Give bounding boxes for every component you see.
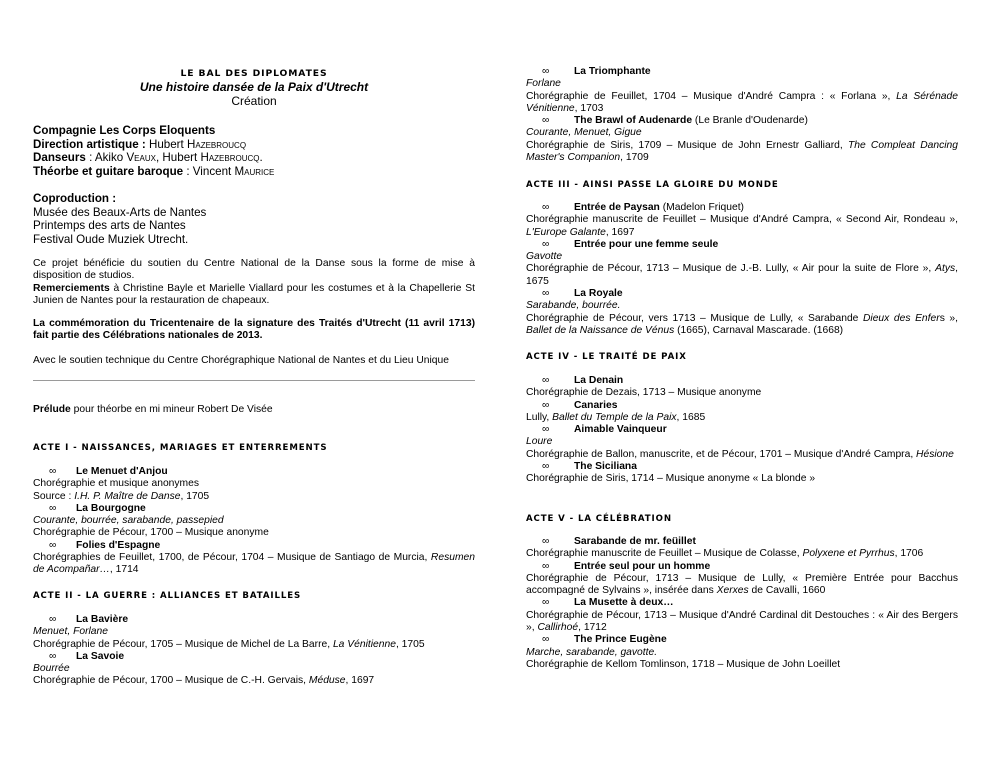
piece-dances: Bourrée bbox=[33, 663, 70, 675]
bullet-icon: ∞ bbox=[542, 634, 550, 646]
act-2-pieces-right bbox=[526, 66, 958, 164]
theorbe-lastname: Maurice bbox=[234, 164, 275, 178]
piece-title: ∞ Entrée pour une femme seule bbox=[542, 238, 719, 250]
dancers-line bbox=[33, 151, 475, 165]
prelude-line bbox=[33, 404, 475, 416]
piece-detail: Chorégraphie de Siris, 1709 – Musique de John Ernestr Galliard, The Compleat Dancing Master's Companion, 1709 bbox=[526, 139, 959, 164]
partner-item: Printemps des arts de Nantes bbox=[33, 219, 186, 233]
piece-dances: Gavotte bbox=[526, 251, 563, 263]
thanks-body: à Christine Bayle et Marielle Viallard pour les costumes et à la Chapellerie St Junien de Nantes pour la restauration de chapeaux. bbox=[33, 282, 475, 306]
piece-detail: Chorégraphie de Ballon, manuscrite, et de Pécour, 1701 – Musique d'André Campra, Hésione bbox=[526, 448, 954, 460]
dancer2-lastname: Hazebroucq bbox=[200, 151, 260, 165]
piece-detail: Chorégraphie de Pécour, 1713 – Musique de Lully, « Première Entrée pour Bacchus accompagné de Sylvains », insérée dans Xerxes de Cavalli, 1660 bbox=[526, 572, 958, 597]
theorbe-name: : Vincent bbox=[183, 164, 235, 178]
piece-detail: Chorégraphie manuscrite de Feuillet – Musique d'André Campra, « Second Air, Rondeau », L'Europe Galante, 1697 bbox=[526, 214, 958, 238]
piece-detail: Chorégraphie manuscrite de Feuillet – Musique de Colasse, Polyxene et Pyrrhus, 1706 bbox=[526, 548, 924, 560]
piece-dances: Forlane bbox=[526, 78, 561, 90]
piece-dances: Loure bbox=[526, 436, 553, 448]
bullet-icon: ∞ bbox=[49, 502, 57, 514]
act-1-pieces bbox=[33, 466, 475, 577]
direction-line bbox=[33, 138, 475, 152]
support-block bbox=[33, 258, 475, 307]
piece-detail: Chorégraphie de Pécour, 1713 – Musique d'André Cardinal dit Destouches : « Air des Bergers », Callirhoé, 1712 bbox=[526, 609, 958, 634]
piece-title: ∞ La Denain bbox=[542, 375, 624, 386]
dancer1-name: Akiko bbox=[94, 151, 127, 165]
page-subtitle: Une histoire dansée de la Paix d'Utrecht bbox=[139, 80, 369, 95]
bullet-icon: ∞ bbox=[542, 202, 550, 213]
piece-detail: Chorégraphie de Pécour, 1705 – Musique de Michel de La Barre, La Vénitienne, 1705 bbox=[33, 638, 425, 650]
company-name: Compagnie Les Corps Eloquents bbox=[33, 124, 216, 137]
bullet-icon: ∞ bbox=[542, 375, 550, 386]
commemoration-text: La commémoration du Tricentenaire de la signature des Traités d'Utrecht (11 avril 1713) fait partie des Célébrations nationales de 2013. bbox=[33, 318, 475, 342]
act-2-pieces-left bbox=[33, 614, 475, 688]
act-5-pieces bbox=[526, 536, 958, 671]
thanks-text bbox=[33, 283, 475, 308]
piece-detail: Chorégraphie de Pécour, 1713 – Musique de J.-B. Lully, « Air pour la suite de Flore », Atys, 1675 bbox=[526, 263, 958, 287]
piece-title: ∞ La Royale bbox=[542, 288, 623, 300]
bullet-icon: ∞ bbox=[49, 650, 57, 662]
piece-detail: Lully, Ballet du Temple de la Paix, 1685 bbox=[526, 411, 706, 423]
piece-title: ∞ La Savoie bbox=[49, 650, 125, 662]
piece-title: ∞ La Bavière bbox=[49, 614, 129, 625]
bullet-icon: ∞ bbox=[542, 560, 550, 572]
piece-detail: Chorégraphies de Feuillet, 1700, de Pécour, 1704 – Musique de Santiago de Murcia, Resumen de Acompañar…, 1714 bbox=[33, 552, 475, 576]
piece-detail: Chorégraphie de Feuillet, 1704 – Musique d'André Campra : « Forlana », La Sérénade Vénitienne, 1703 bbox=[526, 90, 958, 114]
coproduction-block bbox=[33, 192, 475, 246]
thanks-label: Remerciements bbox=[33, 282, 110, 294]
piece-detail: Chorégraphie de Kellom Tomlinson, 1718 – Musique de John Loeillet bbox=[526, 658, 841, 670]
act-5-heading: ACTE V - LA CÉLÉBRATION bbox=[526, 514, 672, 524]
bullet-icon: ∞ bbox=[542, 115, 550, 127]
act-3-heading: ACTE III - AINSI PASSE LA GLOIRE DU MONDE bbox=[526, 180, 779, 190]
bullet-icon: ∞ bbox=[49, 614, 57, 625]
bullet-icon: ∞ bbox=[49, 539, 57, 551]
bullet-icon: ∞ bbox=[49, 466, 57, 477]
bullet-icon: ∞ bbox=[542, 597, 550, 609]
piece-detail: Chorégraphie de Pécour, vers 1713 – Musique de Lully, « Sarabande Dieux des Enfers », Ballet de la Naissance de Vénus (1665), Carnaval Mascarade. (1668) bbox=[526, 312, 959, 336]
theorbe-line bbox=[33, 165, 475, 179]
piece-detail: Chorégraphie de Dezais, 1713 – Musique anonyme bbox=[526, 387, 762, 399]
page-title: LE BAL DES DIPLOMATES bbox=[180, 68, 328, 79]
act-3-pieces bbox=[526, 202, 958, 337]
piece-dances: Courante, Menuet, Gigue bbox=[526, 127, 642, 139]
piece-title: ∞ The Prince Eugène bbox=[542, 634, 667, 646]
piece-title: ∞ Sarabande de mr. feüillet bbox=[542, 536, 696, 547]
partner-item: Festival Oude Muziek Utrecht. bbox=[33, 232, 189, 246]
piece-dances: Menuet, Forlane bbox=[33, 626, 108, 638]
piece-source: Source : I.H. P. Maître de Danse, 1705 bbox=[33, 490, 210, 502]
piece-title: ∞ Canaries bbox=[542, 399, 618, 411]
dancer1-lastname: Veaux bbox=[126, 151, 156, 165]
act-2-heading: ACTE II - LA GUERRE : ALLIANCES ET BATAILLES bbox=[33, 591, 302, 601]
act-4-pieces bbox=[526, 375, 958, 486]
support-text: Ce projet bénéficie du soutien du Centre National de la Danse sous la forme de mise à disposition de studios. bbox=[33, 258, 475, 282]
piece-dances: Courante, bourrée, sarabande, passepied bbox=[33, 515, 224, 527]
bullet-icon: ∞ bbox=[542, 399, 550, 411]
direction-label: Direction artistique : bbox=[33, 137, 146, 151]
piece-title: ∞ La Triomphante bbox=[542, 66, 651, 77]
dancers-sep: : bbox=[85, 151, 95, 165]
act-1-heading: ACTE I - NAISSANCES, MARIAGES ET ENTERREMENTS bbox=[33, 443, 328, 453]
act-4-heading: ACTE IV - LE TRAITÉ DE PAIX bbox=[526, 352, 687, 362]
credits-block bbox=[33, 124, 475, 178]
piece-detail: Chorégraphie et musique anonymes bbox=[33, 478, 199, 490]
bullet-icon: ∞ bbox=[542, 288, 550, 300]
piece-title: ∞ The Brawl of Audenarde (Le Branle d'Oudenarde) bbox=[542, 115, 808, 127]
piece-dances: Sarabande, bourrée. bbox=[526, 300, 621, 312]
dancers-end: . bbox=[259, 151, 263, 165]
creation-label: Création bbox=[231, 94, 277, 109]
piece-title: ∞ Le Menuet d'Anjou bbox=[49, 466, 168, 477]
piece-title: ∞ The Siciliana bbox=[542, 461, 637, 473]
piece-detail: Chorégraphie de Pécour, 1700 – Musique anonyme bbox=[33, 527, 269, 539]
technical-support-text: Avec le soutien technique du Centre Chorégraphique National de Nantes et du Lieu Unique bbox=[33, 355, 449, 366]
piece-title: ∞ Entrée de Paysan (Madelon Friquet) bbox=[542, 202, 744, 213]
direction-name: Hubert bbox=[148, 137, 187, 151]
coproduction-label: Coproduction : bbox=[33, 192, 117, 205]
theorbe-label: Théorbe et guitare baroque bbox=[33, 164, 184, 178]
piece-title: ∞ Aimable Vainqueur bbox=[542, 424, 667, 436]
partner-item: Musée des Beaux-Arts de Nantes bbox=[33, 205, 207, 219]
dancer2-name: , Hubert bbox=[155, 151, 201, 165]
dancers-label: Danseurs bbox=[33, 151, 86, 165]
piece-title: ∞ La Musette à deux… bbox=[542, 597, 674, 609]
bullet-icon: ∞ bbox=[542, 461, 550, 473]
bullet-icon: ∞ bbox=[542, 536, 550, 547]
piece-title: ∞ La Bourgogne bbox=[49, 502, 146, 514]
piece-detail: Chorégraphie de Siris, 1714 – Musique anonyme « La blonde » bbox=[526, 473, 816, 485]
bullet-icon: ∞ bbox=[542, 66, 550, 77]
piece-dances: Marche, sarabande, gavotte. bbox=[526, 646, 658, 658]
direction-lastname: Hazebroucq bbox=[187, 137, 247, 151]
prelude-text: pour théorbe en mi mineur Robert De Visée bbox=[70, 404, 273, 415]
bullet-icon: ∞ bbox=[542, 424, 550, 436]
bullet-icon: ∞ bbox=[542, 238, 550, 250]
divider bbox=[33, 380, 475, 381]
piece-title: ∞ Entrée seul pour un homme bbox=[542, 560, 711, 572]
piece-title: ∞ Folies d'Espagne bbox=[49, 539, 161, 551]
prelude-label: Prélude bbox=[33, 404, 71, 415]
piece-detail: Chorégraphie de Pécour, 1700 – Musique de C.-H. Gervais, Méduse, 1697 bbox=[33, 675, 375, 687]
title-block bbox=[33, 68, 475, 108]
